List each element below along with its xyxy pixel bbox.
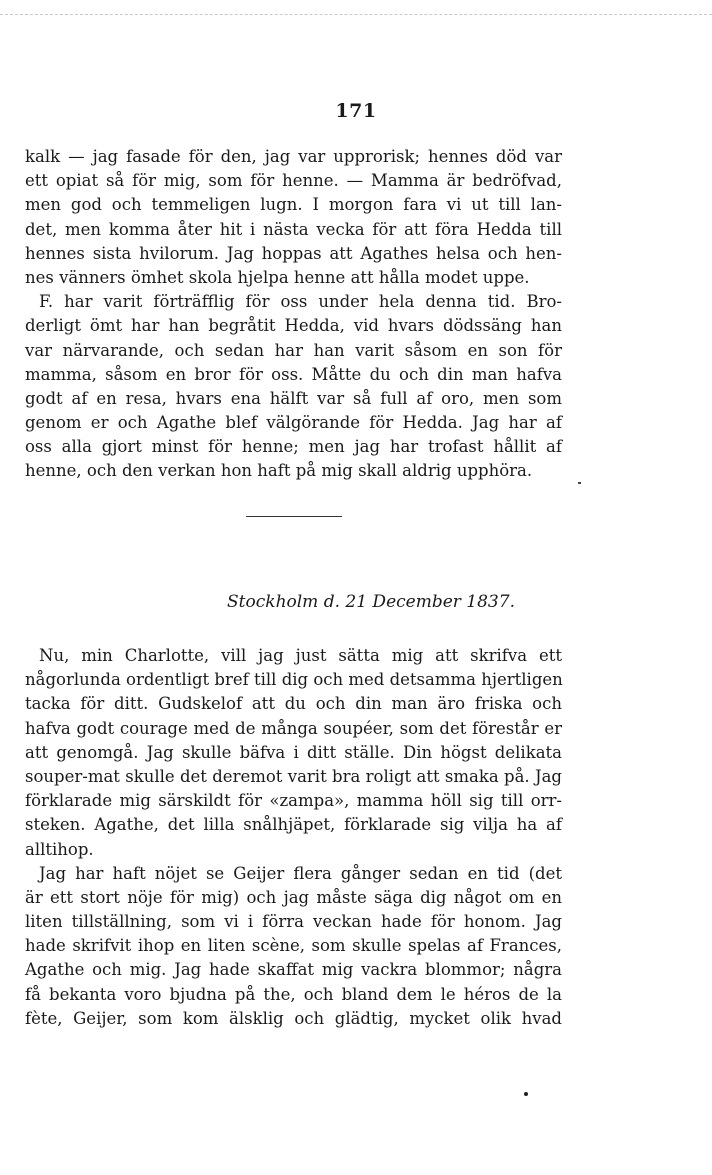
text-line: alltihop. bbox=[25, 839, 94, 859]
letter-text-before bbox=[25, 145, 562, 484]
text-line: var närvarande, och sedan har han varit såsom en son för bbox=[25, 340, 562, 360]
text-line: henne, och den verkan hon haft på mig skall aldrig upphöra. bbox=[25, 461, 533, 481]
letter-dateline: Stockholm d. 21 December 1837. bbox=[227, 592, 515, 612]
text-line: hafva godt courage med de många soupéer, som det förestår er bbox=[25, 718, 562, 738]
text-line: Agathe och mig. Jag hade skaffat mig vackra blommor; några bbox=[25, 960, 562, 980]
text-line: kalk — jag fasade för den, jag var upprorisk; hennes död var bbox=[25, 147, 562, 166]
text-line: men god och temmeligen lugn. I morgon fara vi ut till lan- bbox=[25, 195, 562, 215]
scan-edge-rule bbox=[0, 14, 712, 15]
text-line: genom er och Agathe blef välgörande för Hedda. Jag har af bbox=[25, 413, 562, 433]
text-line: godt af en resa, hvars ena hälft var så full af oro, men som bbox=[25, 388, 562, 408]
text-line: det, men komma åter hit i nästa vecka för att föra Hedda till bbox=[25, 219, 562, 239]
text-line: fète, Geijer, som kom älsklig och glädtig, mycket olik hvad bbox=[25, 1008, 562, 1028]
text-line: souper-mat skulle det deremot varit bra roligt att smaka på. Jag bbox=[25, 766, 562, 786]
text-line: derligt ömt har han begråtit Hedda, vid hvars dödssäng han bbox=[25, 316, 562, 336]
text-line: ett opiat så för mig, som för henne. — Mamma är bedröfvad, bbox=[25, 171, 562, 191]
section-separator bbox=[246, 516, 342, 517]
text-line: nes vänners ömhet skola hjelpa henne att hålla modet uppe. bbox=[25, 267, 530, 287]
text-line: hade skrifvit ihop en liten scène, som skulle spelas af Frances, bbox=[25, 936, 562, 956]
text-line: tacka för ditt. Gudskelof att du och din man äro friska och bbox=[25, 694, 562, 714]
text-line: steken. Agathe, det lilla snålhjäpet, förklarade sig vilja ha af bbox=[25, 815, 562, 835]
text-line: är ett stort nöje för mig) och jag måste säga dig något om en bbox=[25, 887, 562, 907]
text-line: F. har varit förträfflig för oss under hela denna tid. Bro- bbox=[39, 292, 562, 312]
text-line: Nu, min Charlotte, vill jag just sätta mig att skrifva ett bbox=[39, 646, 562, 665]
text-line: någorlunda ordentligt bref till dig och med detsamma hjertligen bbox=[25, 670, 563, 690]
text-line: Jag har haft nöjet se Geijer flera gånger sedan en tid (det bbox=[39, 863, 562, 883]
text-line: få bekanta voro bjudna på the, och bland dem le héros de la bbox=[25, 984, 562, 1004]
text-line: liten tillställning, som vi i förra veckan hade för honom. Jag bbox=[25, 912, 562, 932]
letter-text-after bbox=[25, 644, 562, 1031]
scan-speck bbox=[578, 482, 581, 484]
print-dot bbox=[524, 1092, 528, 1096]
page-number: 171 bbox=[335, 100, 377, 122]
text-line: oss alla gjort minst för henne; men jag har trofast hållit af bbox=[25, 437, 562, 457]
text-line: förklarade mig särskildt för «zampa», mamma höll sig till orr- bbox=[25, 791, 562, 811]
text-line: hennes sista hvilorum. Jag hoppas att Agathes helsa och hen- bbox=[25, 243, 562, 263]
text-line: att genomgå. Jag skulle bäfva i ditt ställe. Din högst delikata bbox=[25, 742, 562, 762]
text-line: mamma, såsom en bror för oss. Måtte du och din man hafva bbox=[25, 364, 562, 384]
